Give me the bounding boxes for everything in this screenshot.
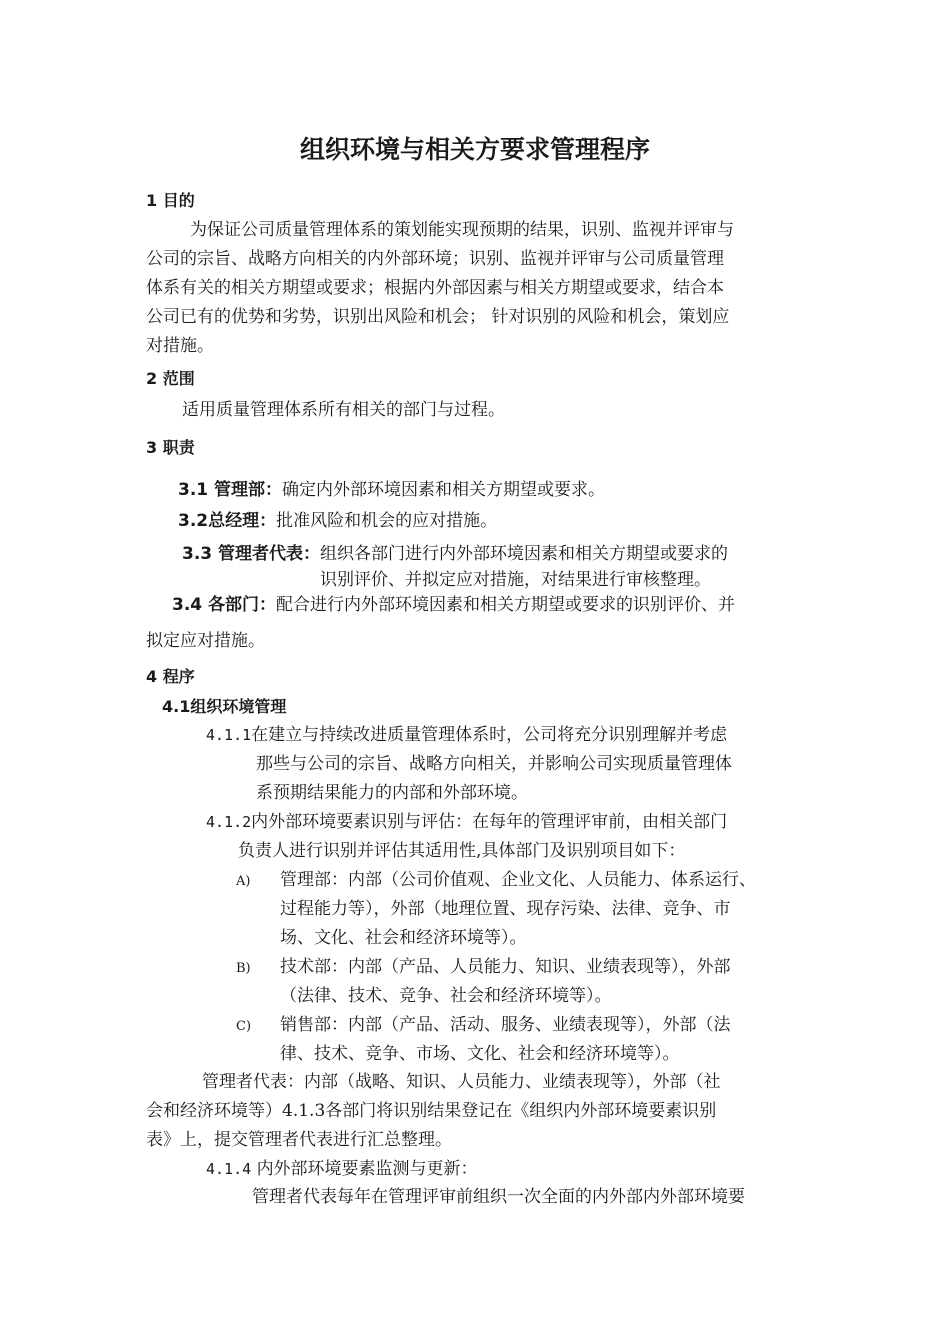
list-text: 技术部：内部（产品、人员能力、知识、业绩表现等），外部 [280,957,731,977]
duty-text: 确定内外部环境因素和相关方期望或要求。 [282,480,606,500]
clause-4-1-1-line-3: 系预期结果能力的内部和外部环境。 [256,783,528,803]
list-item [236,866,756,896]
duty-text: 组织各部门进行内外部环境因素和相关方期望或要求的 [320,544,729,564]
list-text: 销售部：内部（产品、活动、服务、业绩表现等），外部（法 [280,1015,731,1035]
duty-label: 3.2总经理： [178,511,277,531]
list-marker: C) [236,1019,252,1034]
clause-number: 4.1.1 [206,726,252,744]
section-1-line-1: 为保证公司质量管理体系的策划能实现预期的结果，识别、监视并评审与 [190,220,734,240]
list-text-continued: 过程能力等），外部（地理位置、现存污染、法律、竞争、市 [280,899,731,919]
section-3-heading: 3 职责 [146,438,195,457]
clause-text: 内外部环境要素识别与评估：在每年的管理评审前，由相关部门 [251,812,728,832]
document-title: 组织环境与相关方要求管理程序 [299,135,650,164]
section-1-heading: 1 目的 [146,191,195,210]
list-marker: A) [236,874,251,889]
list-marker: B) [236,961,251,976]
list-item [236,953,731,983]
section-4-1-heading: 4.1组织环境管理 [162,697,287,716]
duty-item [182,540,728,569]
clause-text: 在建立与持续改进质量管理体系时，公司将充分识别理解并考虑 [251,725,728,745]
list-text-continued: （法律、技术、竞争、社会和经济环境等）。 [280,986,612,1006]
list-text: 管理部：内部（公司价值观、企业文化、人员能力、体系运行、 [280,870,756,890]
clause-4-1-1 [206,721,727,750]
duty-text-continued: 拟定应对措施。 [146,631,265,651]
section-2-line: 适用质量管理体系所有相关的部门与过程。 [182,400,505,420]
list-text-continued: 律、技术、竞争、市场、文化、社会和经济环境等）。 [280,1044,680,1064]
list-text-continued: 场、文化、社会和经济环境等）。 [280,928,527,948]
duty-label: 3.1 管理部： [178,480,283,500]
clause-4-1-1-line-2: 那些与公司的宗旨、战略方向相关，并影响公司实现质量管理体 [256,754,732,774]
clause-4-1-2 [206,808,727,837]
duty-label: 3.4 各部门： [172,595,277,615]
duty-item [178,476,605,505]
section-1-line-2: 公司的宗旨、战略方向相关的内外部环境；识别、监视并评审与公司质量管理 [146,249,724,269]
mgr-line-1: 管理者代表：内部（战略、知识、人员能力、业绩表现等），外部（社 [202,1072,721,1092]
mgr-line-2: 会和经济环境等）4.1.3各部门将识别结果登记在《组织内外部环境要素识别 [146,1101,717,1121]
section-2-heading: 2 范围 [146,369,195,388]
mgr-line-3: 表》上，提交管理者代表进行汇总整理。 [146,1130,452,1150]
duty-text: 批准风险和机会的应对措施。 [276,511,498,531]
section-1-line-5: 对措施。 [146,336,214,356]
clause-number: 4.1.4 [206,1160,252,1178]
duty-text-continued: 识别评价、并拟定应对措施，对结果进行审核整理。 [320,570,711,590]
clause-4-1-4 [206,1155,478,1184]
clause-number: 4.1.2 [206,813,252,831]
list-item [236,1011,731,1041]
clause-4-1-4-body: 管理者代表每年在管理评审前组织一次全面的内外部内外部环境要 [252,1187,745,1207]
duty-item [172,591,735,620]
duty-item [178,507,497,536]
clause-text: 内外部环境要素监测与更新： [256,1159,478,1179]
duty-text: 配合进行内外部环境因素和相关方期望或要求的识别评价、并 [276,595,736,615]
section-1-line-3: 体系有关的相关方期望或要求；根据内外部因素与相关方期望或要求，结合本 [146,278,724,298]
duty-label: 3.3 管理者代表： [182,544,321,564]
section-1-line-4: 公司已有的优势和劣势，识别出风险和机会； 针对识别的风险和机会，策划应 [146,307,730,327]
clause-4-1-2-line-2: 负责人进行识别并评估其适用性,具体部门及识别项目如下： [238,841,686,861]
section-4-heading: 4 程序 [146,667,195,686]
